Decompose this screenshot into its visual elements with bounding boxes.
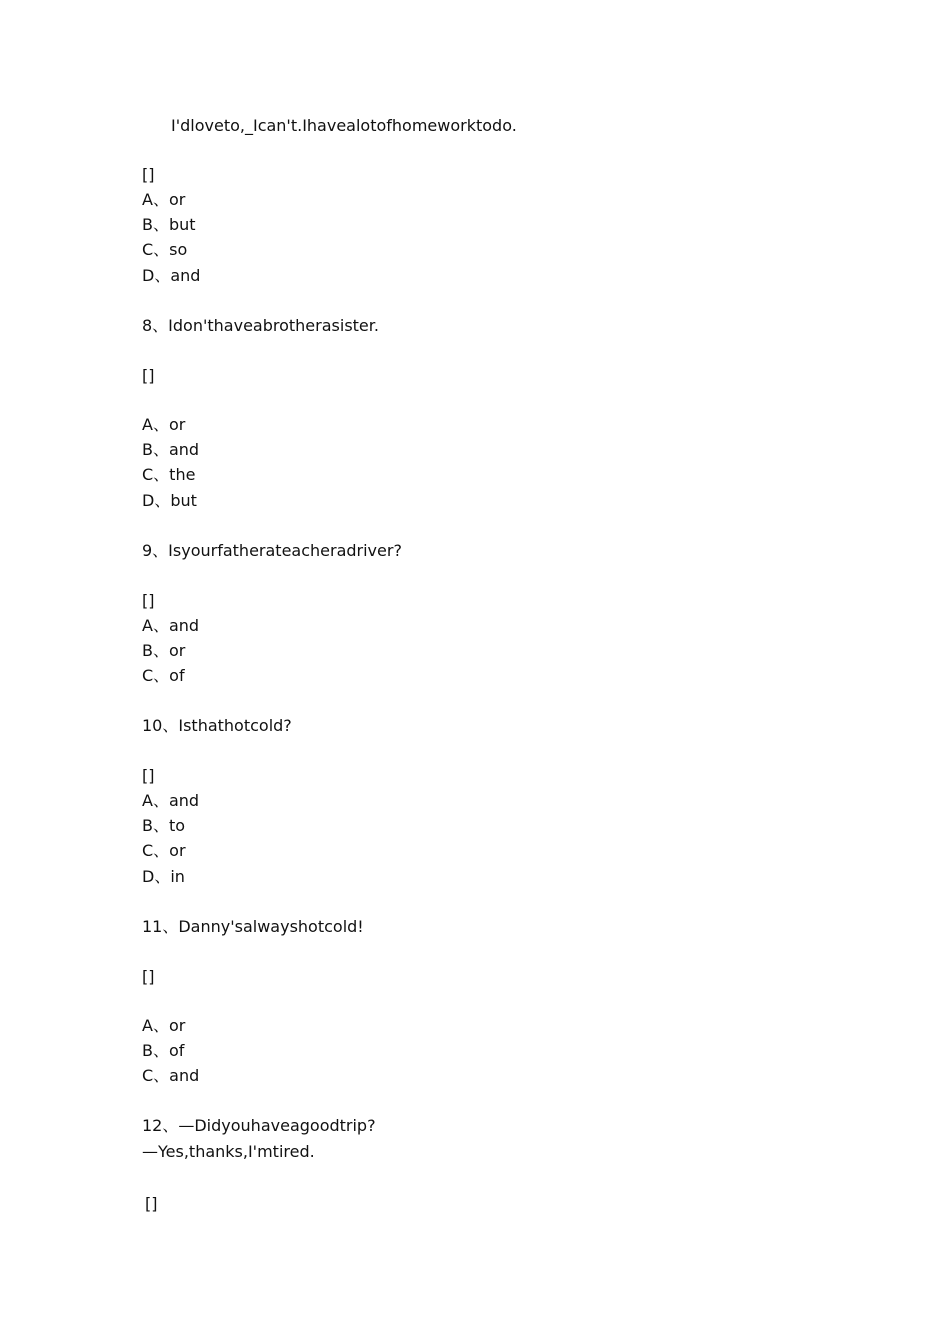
question-7-sentence: I'dloveto,_Ican't.Ihavealotofhomeworktodo.	[171, 116, 517, 135]
question-7-answer-bracket: []	[142, 165, 155, 184]
question-9-option-b: B、or	[142, 641, 186, 660]
question-7-option-b: B、but	[142, 215, 196, 234]
question-8-answer-bracket: []	[142, 366, 155, 385]
question-8-option-a: A、or	[142, 415, 186, 434]
question-8-option-c: C、the	[142, 465, 196, 484]
question-9-sentence: 9、Isyourfatherateacheradriver?	[142, 541, 402, 560]
question-10-answer-bracket: []	[142, 766, 155, 785]
question-12-sentence: 12、—Didyouhaveagoodtrip?	[142, 1116, 376, 1135]
question-11-option-a: A、or	[142, 1016, 186, 1035]
question-11-option-c: C、and	[142, 1066, 200, 1085]
question-12-reply: —Yes,thanks,I'mtired.	[142, 1142, 315, 1161]
question-10-option-c: C、or	[142, 841, 186, 860]
question-7-option-a: A、or	[142, 190, 186, 209]
question-8-sentence: 8、Idon'thaveabrotherasister.	[142, 316, 379, 335]
question-9-option-a: A、and	[142, 616, 200, 635]
question-10-option-d: D、in	[142, 867, 185, 886]
question-9-option-c: C、of	[142, 666, 185, 685]
question-9-answer-bracket: []	[142, 591, 155, 610]
question-10-sentence: 10、Isthathotcold?	[142, 716, 292, 735]
question-8-option-d: D、but	[142, 491, 197, 510]
question-10-option-a: A、and	[142, 791, 200, 810]
question-11-sentence: 11、Danny'salwayshotcold!	[142, 917, 364, 936]
question-11-option-b: B、of	[142, 1041, 185, 1060]
question-12-answer-bracket: []	[145, 1194, 158, 1213]
question-7-option-d: D、and	[142, 266, 201, 285]
question-11-answer-bracket: []	[142, 967, 155, 986]
question-8-option-b: B、and	[142, 440, 200, 459]
question-7-option-c: C、so	[142, 240, 188, 259]
question-10-option-b: B、to	[142, 816, 186, 835]
